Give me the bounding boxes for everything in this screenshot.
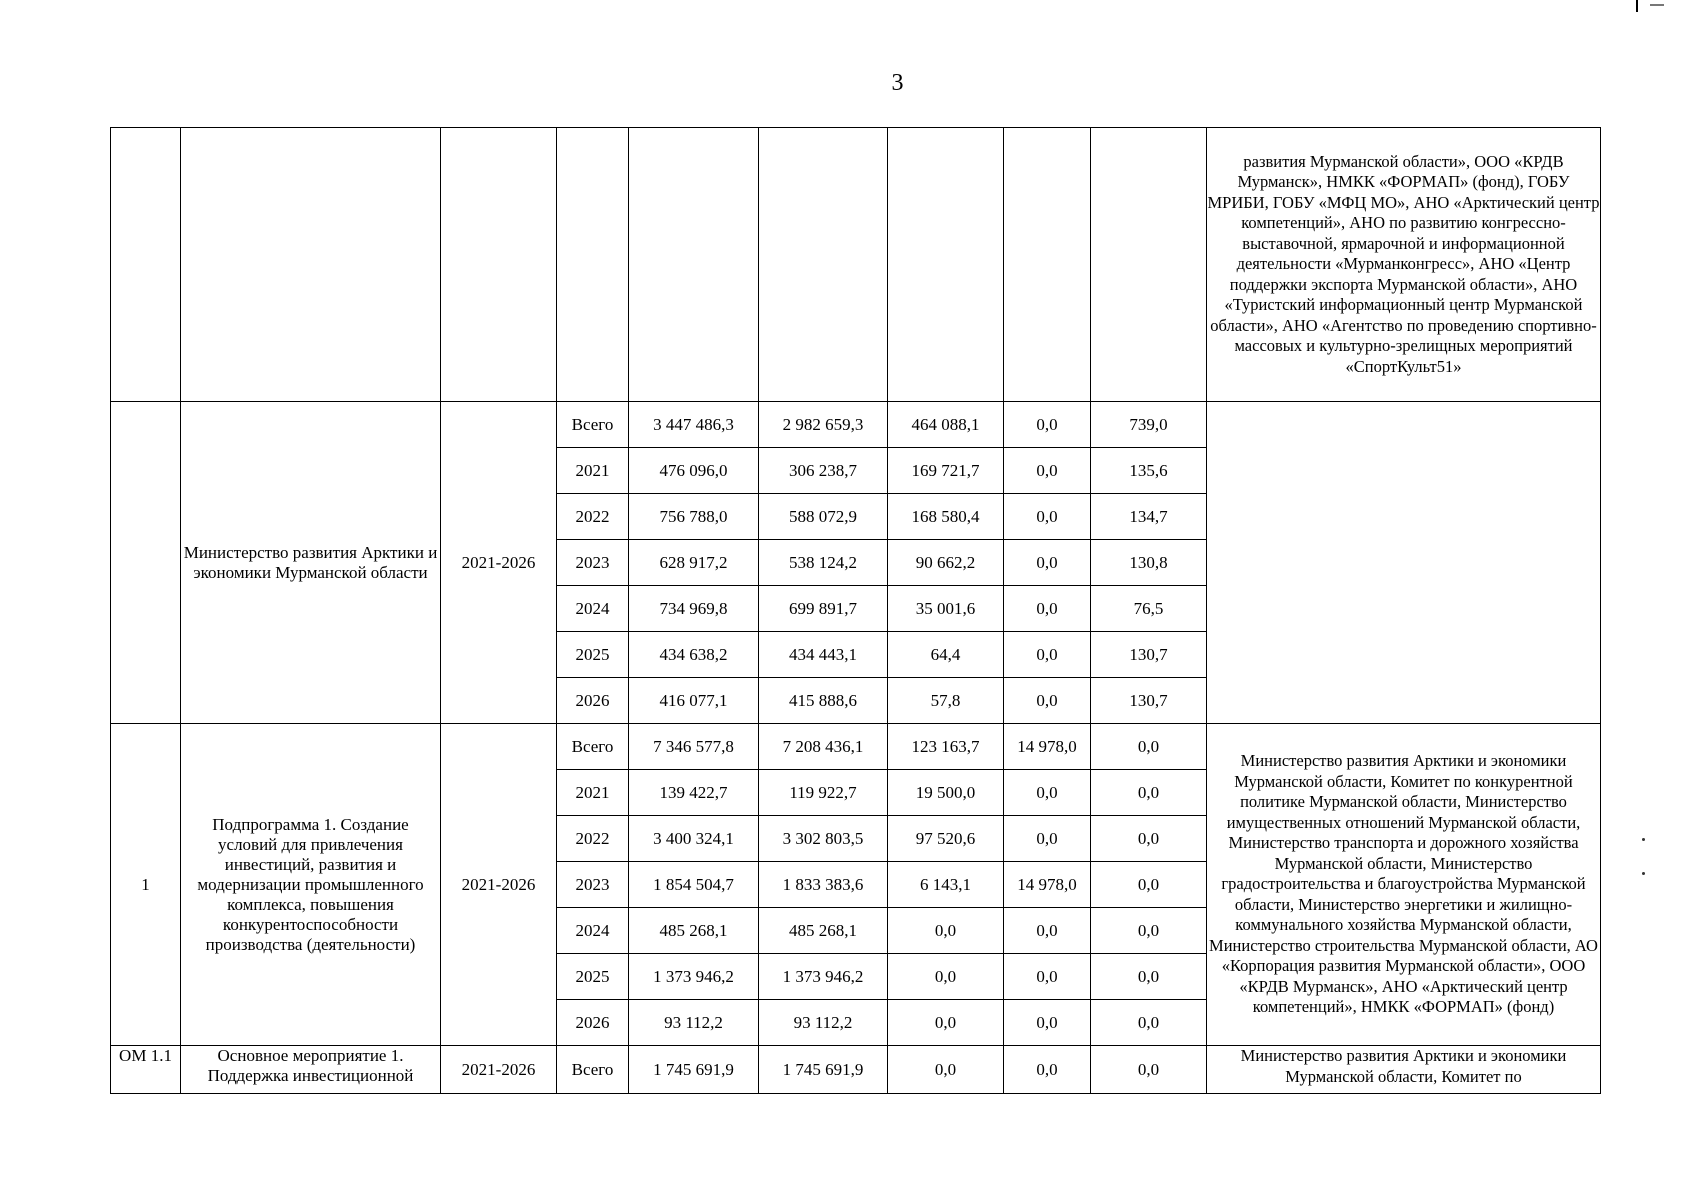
local: 0,0: [1004, 816, 1091, 862]
total: 434 638,2: [629, 632, 759, 678]
local: 0,0: [1004, 632, 1091, 678]
regional: 3 302 803,5: [759, 816, 888, 862]
other: 0,0: [1091, 724, 1207, 770]
local: 0,0: [1004, 678, 1091, 724]
executor-note: Министерство развития Арктики и экономики Мурманской области, Комитет по конкурентной политике Мурманской области, Министерство имущественных отношений Мурманской области, Министерство транспорта и дорожного хозяйства Мурманской области, Министерство градостроительства и благоустройства Мурманской области, Министерство энергетики и жилищно-коммунального хозяйства Мурманской области, Министерство строительства Мурманской области, АО «Корпорация развития Мурманской области», ООО «КРДВ Мурманск», АНО «Арктический центр компетенций», НМКК «ФОРМАП» (фонд): [1207, 724, 1601, 1046]
other: 0,0: [1091, 954, 1207, 1000]
other: 134,7: [1091, 494, 1207, 540]
other: 130,8: [1091, 540, 1207, 586]
page-number: 3: [891, 70, 904, 96]
federal: 19 500,0: [888, 770, 1004, 816]
year: Всего: [557, 724, 629, 770]
cell-empty: [111, 128, 181, 402]
table-row: [111, 724, 1601, 770]
local: 0,0: [1004, 954, 1091, 1000]
other: 135,6: [1091, 448, 1207, 494]
federal: 0,0: [888, 1000, 1004, 1046]
federal: 57,8: [888, 678, 1004, 724]
scan-speck: [1642, 838, 1645, 841]
total: 7 346 577,8: [629, 724, 759, 770]
federal: 6 143,1: [888, 862, 1004, 908]
scan-mark: [1636, 0, 1638, 12]
local: 0,0: [1004, 494, 1091, 540]
regional: 2 982 659,3: [759, 402, 888, 448]
federal: 464 088,1: [888, 402, 1004, 448]
total: 1 745 691,9: [629, 1046, 759, 1094]
local: 0,0: [1004, 1046, 1091, 1094]
regional: 415 888,6: [759, 678, 888, 724]
total: 1 854 504,7: [629, 862, 759, 908]
local: 0,0: [1004, 770, 1091, 816]
cell-empty: [441, 128, 557, 402]
local: 0,0: [1004, 908, 1091, 954]
year: 2025: [557, 954, 629, 1000]
period: 2021-2026: [441, 724, 557, 1046]
executor-note: [1207, 402, 1601, 724]
regional: 119 922,7: [759, 770, 888, 816]
program-name: Подпрограмма 1. Создание условий для привлечения инвестиций, развития и модернизации промышленного комплекса, повышения конкурентоспособности производства (деятельности): [181, 724, 441, 1046]
row-number: ОМ 1.1: [111, 1046, 181, 1094]
year: 2026: [557, 678, 629, 724]
cell-empty: [888, 128, 1004, 402]
program-name: Министерство развития Арктики и экономики Мурманской области: [181, 402, 441, 724]
year: 2023: [557, 862, 629, 908]
year: 2021: [557, 448, 629, 494]
cell-empty: [759, 128, 888, 402]
regional: 93 112,2: [759, 1000, 888, 1046]
federal: 0,0: [888, 908, 1004, 954]
total: 756 788,0: [629, 494, 759, 540]
period: 2021-2026: [441, 1046, 557, 1094]
total: 3 400 324,1: [629, 816, 759, 862]
cell-empty: [557, 128, 629, 402]
total: 3 447 486,3: [629, 402, 759, 448]
other: 0,0: [1091, 1046, 1207, 1094]
other: 0,0: [1091, 816, 1207, 862]
year: Всего: [557, 1046, 629, 1094]
federal: 35 001,6: [888, 586, 1004, 632]
year: 2023: [557, 540, 629, 586]
federal: 90 662,2: [888, 540, 1004, 586]
program-name: Основное мероприятие 1. Поддержка инвестиционной: [181, 1046, 441, 1094]
regional: 538 124,2: [759, 540, 888, 586]
regional: 306 238,7: [759, 448, 888, 494]
local: 14 978,0: [1004, 862, 1091, 908]
regional: 588 072,9: [759, 494, 888, 540]
federal: 168 580,4: [888, 494, 1004, 540]
total: 734 969,8: [629, 586, 759, 632]
year: 2022: [557, 816, 629, 862]
regional: 1 373 946,2: [759, 954, 888, 1000]
federal: 123 163,7: [888, 724, 1004, 770]
year: 2022: [557, 494, 629, 540]
cell-empty: [629, 128, 759, 402]
total: 93 112,2: [629, 1000, 759, 1046]
row-number: [111, 402, 181, 724]
federal: 97 520,6: [888, 816, 1004, 862]
year: Всего: [557, 402, 629, 448]
scan-speck: [1642, 872, 1645, 875]
executor-note: Министерство развития Арктики и экономики Мурманской области, Комитет по: [1207, 1046, 1601, 1094]
table-row: [111, 402, 1601, 448]
other: 130,7: [1091, 678, 1207, 724]
total: 485 268,1: [629, 908, 759, 954]
regional: 1 833 383,6: [759, 862, 888, 908]
cell-empty: [1004, 128, 1091, 402]
year: 2025: [557, 632, 629, 678]
total: 1 373 946,2: [629, 954, 759, 1000]
funding-table: [110, 127, 1601, 1094]
local: 0,0: [1004, 448, 1091, 494]
executor-note: развития Мурманской области», ООО «КРДВ Мурманск», НМКК «ФОРМАП» (фонд), ГОБУ МРИБИ, ГОБУ «МФЦ МО», АНО «Арктический центр компетенций», АНО по развитию конгрессно-выставочной, ярмарочной и информационной деятельности «Мурманконгресс», АНО «Центр поддержки экспорта Мурманской области», АНО «Туристский информационный центр Мурманской области», АНО «Агентство по проведению спортивно-массовых и культурно-зрелищных мероприятий «СпортКульт51»: [1207, 128, 1601, 402]
row-number: 1: [111, 724, 181, 1046]
period: 2021-2026: [441, 402, 557, 724]
year: 2021: [557, 770, 629, 816]
other: 739,0: [1091, 402, 1207, 448]
table-row-continuation: [111, 128, 1601, 402]
cell-empty: [181, 128, 441, 402]
other: 0,0: [1091, 1000, 1207, 1046]
total: 476 096,0: [629, 448, 759, 494]
scan-mark: [1650, 4, 1664, 6]
federal: 0,0: [888, 954, 1004, 1000]
regional: 699 891,7: [759, 586, 888, 632]
other: 130,7: [1091, 632, 1207, 678]
federal: 169 721,7: [888, 448, 1004, 494]
federal: 64,4: [888, 632, 1004, 678]
other: 0,0: [1091, 908, 1207, 954]
local: 0,0: [1004, 540, 1091, 586]
other: 0,0: [1091, 770, 1207, 816]
table-row: [111, 1046, 1601, 1094]
regional: 1 745 691,9: [759, 1046, 888, 1094]
year: 2026: [557, 1000, 629, 1046]
total: 139 422,7: [629, 770, 759, 816]
regional: 7 208 436,1: [759, 724, 888, 770]
other: 76,5: [1091, 586, 1207, 632]
local: 0,0: [1004, 402, 1091, 448]
total: 416 077,1: [629, 678, 759, 724]
regional: 485 268,1: [759, 908, 888, 954]
regional: 434 443,1: [759, 632, 888, 678]
cell-empty: [1091, 128, 1207, 402]
total: 628 917,2: [629, 540, 759, 586]
year: 2024: [557, 908, 629, 954]
other: 0,0: [1091, 862, 1207, 908]
year: 2024: [557, 586, 629, 632]
local: 0,0: [1004, 1000, 1091, 1046]
local: 14 978,0: [1004, 724, 1091, 770]
local: 0,0: [1004, 586, 1091, 632]
federal: 0,0: [888, 1046, 1004, 1094]
